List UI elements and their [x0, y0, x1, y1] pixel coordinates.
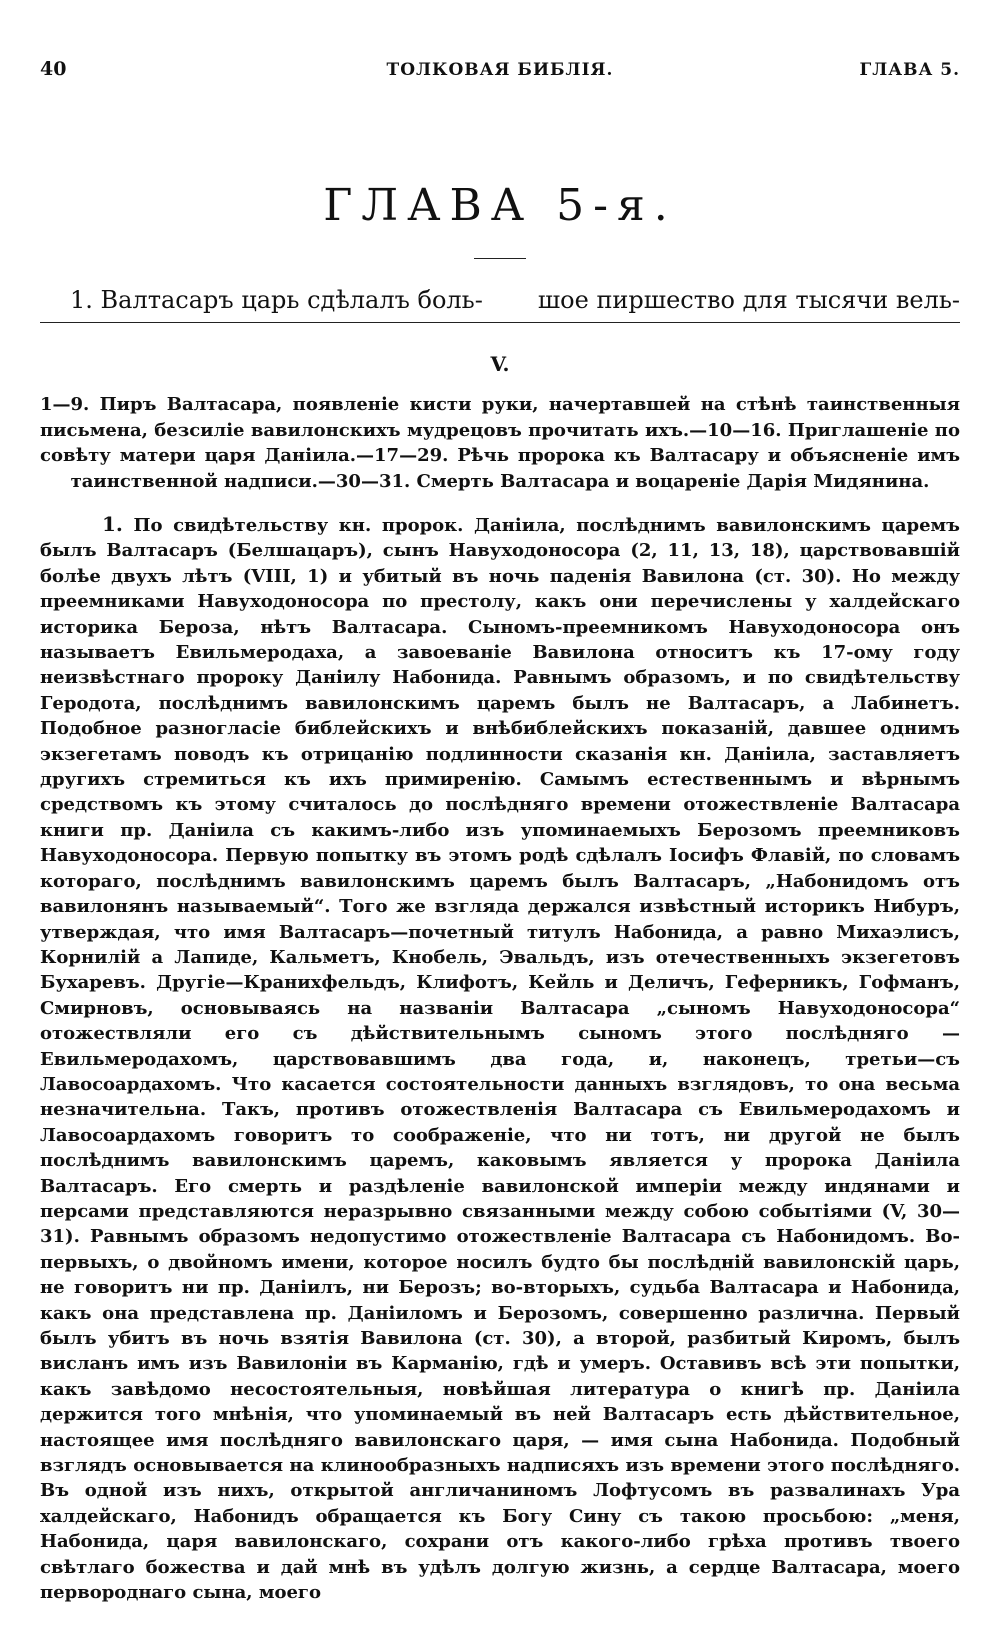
verse-1-right-column: шое пиршество для тысячи вель- — [537, 286, 960, 314]
verse-1-text — [40, 286, 960, 322]
verse-1-left-column: 1. Валтасаръ царь сдѣлалъ боль- — [70, 286, 483, 314]
book-page — [40, 0, 960, 1629]
commentary-verse-number: 1. — [102, 512, 123, 536]
commentary-paragraph — [40, 512, 960, 1605]
title-divider — [474, 258, 526, 259]
page-number: 40 — [40, 58, 67, 80]
book-title: ТОЛКОВАЯ БИБЛІЯ. — [386, 60, 614, 80]
verse-divider — [40, 322, 960, 323]
commentary-text: По свидѣтельству кн. пророк. Даніила, послѣднимъ вавилонскимъ царемъ былъ Валтасаръ (Белшацаръ), сынъ Навуходоносора (2, 11, 13, 18), царствовавшій болѣе двухъ лѣтъ (VIII, 1) и убитый въ ночь паденія Вавилона (ст. 30). Но между преемниками Навуходоносора по престолу, какъ они перечислены у халдейскаго историка Бероза, нѣтъ Валтасара. Сыномъ-преемникомъ Навуходоносора онъ называетъ Евильмеродаха, а завоеваніе Вавилона относитъ къ 17-ому году неизвѣстнаго пророку Даніилу Набонида. Равнымъ образомъ, и по свидѣтельству Геродота, послѣднимъ вавилонскимъ царемъ былъ не Валтасаръ, а Лабинетъ. Подобное разногласіе библейскихъ и внѣбиблейскихъ показаній, давшее однимъ экзегетамъ поводъ къ отрицанію подлинности сказанія кн. Даніила, заставляетъ другихъ стремиться къ ихъ примиренію. Самымъ естественнымъ и вѣрнымъ средствомъ къ этому считалось до послѣдняго времени отожествленіе Валтасара книги пр. Даніила съ какимъ-либо изъ упоминаемыхъ Берозомъ преемниковъ Навуходоносора. Первую попытку въ этомъ родѣ сдѣлалъ Іосифъ Флавій, по словамъ котораго, послѣднимъ вавилонскимъ царемъ былъ Валтасаръ, „Набонидомъ отъ вавилонянъ называемый“. Того же взгляда держался извѣстный историкъ Нибуръ, утверждая, что имя Валтасаръ—почетный титулъ Набонида, а равно Михаэлисъ, Корнилій а Лапиде, Кальметъ, Кнобель, Эвальдъ, изъ отечественныхъ экзегетовъ Бухаревъ. Другіе—Кранихфельдъ, Клифотъ, Кейль и Деличъ, Геферникъ, Гофманъ, Смирновъ, основываясь на названіи Валтасара „сыномъ Навуходоносора“ отожествляли его съ дѣйствительнымъ сыномъ этого послѣдняго — Евильмеродахомъ, царствовавшимъ два года, и, наконецъ, третьи—съ Лавосоардахомъ. Что касается состоятельности данныхъ взглядовъ, то она весьма незначительна. Такъ, противъ отожествленія Валтасара съ Евильмеродахомъ и Лавосоардахомъ говоритъ то соображеніе, что ни тотъ, ни другой не былъ послѣднимъ вавилонскимъ царемъ, каковымъ является у пророка Даніила Валтасаръ. Его смерть и раздѣленіе вавилонской имперіи между индянами и персами представляются неразрывно связанными между собою событіями (V, 30—31). Равнымъ образомъ недопустимо отожествленіе Валтасара съ Набонидомъ. Во-первыхъ, о двойномъ имени, которое носилъ будто бы послѣдній вавилонскій царь, не говоритъ ни пр. Даніилъ, ни Берозъ; во-вторыхъ, судьба Валтасара и Набонида, какъ она представлена пр. Даніиломъ и Берозомъ, совершенно различна. Первый былъ убитъ въ ночь взятія Вавилона (ст. 30), а второй, разбитый Киромъ, былъ висланъ имъ изъ Вавилоніи въ Карманію, гдѣ и умеръ. Оставивъ всѣ эти попытки, какъ завѣдомо несостоятельныя, новѣйшая литература о книгѣ пр. Даніила держится того мнѣнія, что упоминаемый въ ней Валтасаръ есть дѣйствительное, настоящее имя послѣдняго вавилонскаго царя, — имя сына Набонида. Подобный взглядъ основывается на клинообразныхъ надписяхъ изъ времени этого послѣдняго. Въ одной изъ нихъ, открытой англичаниномъ Лофтусомъ въ развалинахъ Ура халдейскаго, Набонидъ обращается къ Богу Сину съ такою просьбою: „меня, Набонида, царя вавилонскаго, сохрани отъ какого-либо грѣха противъ твоего свѣтлаго божества и дай мнѣ въ удѣлъ долгую жизнь, а сердце Валтасара, моего первороднаго сына, моего — [40, 515, 960, 1604]
chapter-summary: 1—9. Пиръ Валтасара, появленіе кисти руки, начертавшей на стѣнѣ таинственныя письмена, безсиліе вавилонскихъ мудрецовъ прочитать ихъ.—10—16. Приглашеніе по совѣту матери царя Даніила.—17—29. Рѣчь пророка къ Валтасару и объясненіе имъ таинственной надписи.—30—31. Смерть Валтасара и воцареніе Дарія Мидянина. — [40, 394, 960, 492]
running-chapter-label: ГЛАВА 5. — [859, 60, 960, 80]
section-numeral: V. — [490, 352, 510, 376]
chapter-title: ГЛАВА 5-я. — [323, 180, 677, 231]
running-header — [40, 58, 960, 88]
